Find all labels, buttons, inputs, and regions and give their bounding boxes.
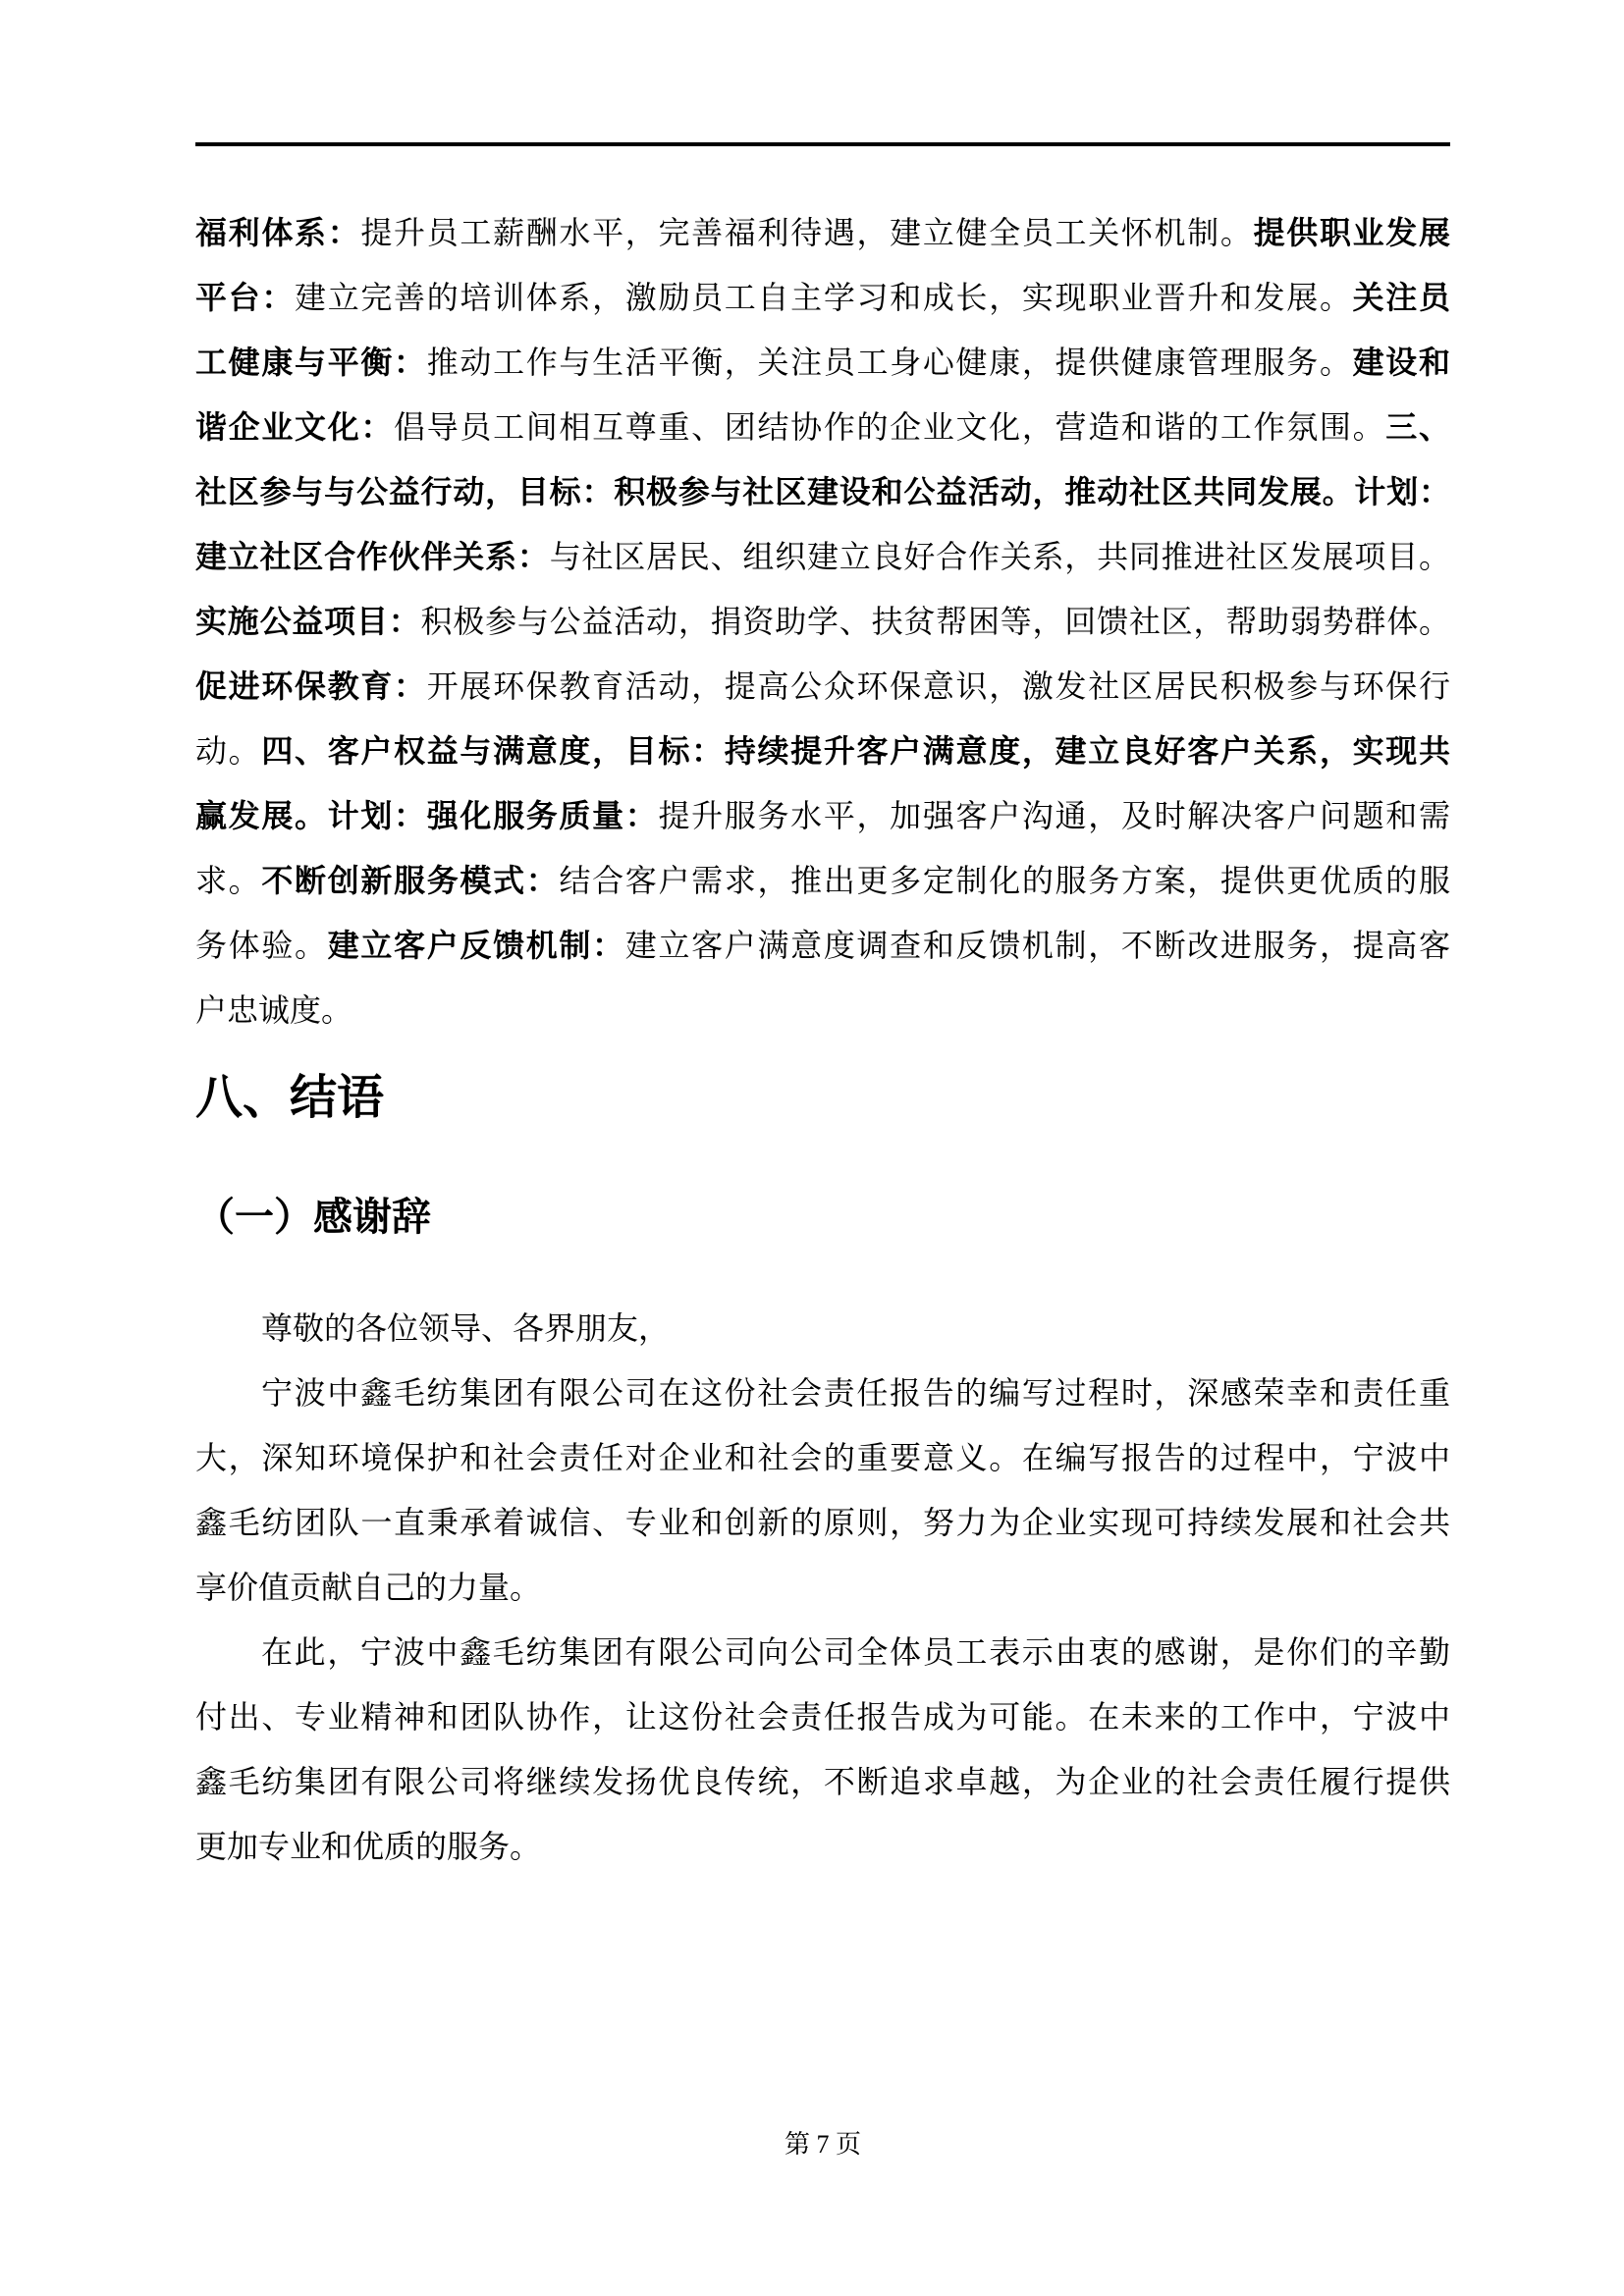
bold-text-segment: 三、 — [1385, 409, 1450, 445]
text-segment: 鑫毛纺团队一直秉承着诚信、专业和创新的原则，努力为企业实现可持续发展和社会共 — [195, 1505, 1450, 1540]
bold-text-segment: 福利体系： — [195, 215, 361, 250]
text-line — [195, 1296, 1450, 1361]
page-number: 第 7 页 — [784, 2130, 861, 2159]
text-segment: 积极参与公益活动，捐资助学、扶贫帮困等，回馈社区，帮助弱势群体。 — [420, 604, 1450, 639]
text-line — [195, 1684, 1450, 1749]
text-segment: 开展环保教育活动，提高公众环保意识，激发社区居民积极参与环保行 — [426, 668, 1450, 704]
text-segment: 结合客户需求，推出更多定制化的服务方案，提供更优质的服 — [559, 863, 1450, 898]
text-segment: 建立完善的培训体系，激励员工自主学习和成长，实现职业晋升和发展。 — [295, 280, 1353, 315]
text-line — [195, 719, 1450, 783]
text-segment: 更加专业和优质的服务。 — [195, 1829, 542, 1864]
page-content — [195, 0, 1450, 1879]
text-segment: 尊敬的各位领导、各界朋友， — [261, 1310, 671, 1346]
header-rule — [195, 142, 1450, 146]
text-segment: 在此，宁波中鑫毛纺集团有限公司向公司全体员工表示由衷的感谢，是你们的辛勤 — [261, 1634, 1450, 1670]
text-line — [195, 200, 1450, 265]
text-line — [195, 1490, 1450, 1555]
text-segment: 提升服务水平，加强客户沟通，及时解决客户问题和需 — [658, 798, 1450, 833]
text-segment: 鑫毛纺集团有限公司将继续发扬优良传统，不断追求卓越，为企业的社会责任履行提供 — [195, 1764, 1450, 1799]
text-line — [195, 589, 1450, 654]
bold-text-segment: 提供职业发展 — [1253, 215, 1450, 250]
bold-text-segment: 社区参与与公益行动，目标：积极参与社区建设和公益活动，推动社区共同发展。计划： — [195, 474, 1450, 509]
acknowledgment-paragraphs — [195, 1296, 1450, 1879]
text-line — [195, 1361, 1450, 1425]
bold-text-segment: 赢发展。计划：强化服务质量： — [195, 798, 659, 833]
text-line — [195, 783, 1450, 848]
text-line — [195, 913, 1450, 978]
text-segment: 户忠诚度。 — [195, 992, 353, 1028]
text-line — [195, 330, 1450, 395]
text-line — [195, 978, 1450, 1042]
text-line — [195, 265, 1450, 330]
bold-text-segment: 谐企业文化： — [195, 409, 395, 445]
section-heading: 八、结语 — [195, 1072, 385, 1124]
text-segment: 动。 — [195, 733, 262, 769]
text-line — [195, 1620, 1450, 1684]
page-footer — [195, 2130, 1450, 2160]
text-line — [195, 1814, 1450, 1879]
bold-text-segment: 建立社区合作伙伴关系： — [195, 539, 550, 574]
text-line — [195, 524, 1450, 589]
text-line — [195, 848, 1450, 913]
text-segment: 建立客户满意度调查和反馈机制，不断改进服务，提高客 — [624, 928, 1450, 963]
text-line — [195, 1425, 1450, 1490]
text-segment: 提升员工薪酬水平，完善福利待遇，建立健全员工关怀机制。 — [360, 215, 1254, 250]
text-segment: 求。 — [195, 863, 262, 898]
text-segment: 宁波中鑫毛纺集团有限公司在这份社会责任报告的编写过程时，深感荣幸和责任重 — [261, 1375, 1450, 1411]
text-line — [195, 395, 1450, 459]
text-segment: 大，深知环境保护和社会责任对企业和社会的重要意义。在编写报告的过程中，宁波中 — [195, 1440, 1450, 1475]
responsibility-plan-paragraph — [195, 200, 1450, 1042]
bold-text-segment: 实施公益项目： — [195, 604, 421, 639]
bold-text-segment: 四、客户权益与满意度，目标：持续提升客户满意度，建立良好客户关系，实现共 — [261, 733, 1450, 769]
bold-text-segment: 建立客户反馈机制： — [327, 928, 625, 963]
bold-text-segment: 关注员 — [1352, 280, 1450, 315]
bold-text-segment: 不断创新服务模式： — [261, 863, 560, 898]
text-segment: 务体验。 — [195, 928, 328, 963]
text-segment: 推动工作与生活平衡，关注员工身心健康，提供健康管理服务。 — [426, 345, 1353, 380]
bold-text-segment: 建设和 — [1352, 345, 1450, 380]
text-line — [195, 1555, 1450, 1620]
text-line — [195, 459, 1450, 524]
subsection-heading: （一）感谢辞 — [195, 1195, 431, 1239]
text-line — [195, 1749, 1450, 1814]
bold-text-segment: 促进环保教育： — [195, 668, 427, 704]
text-segment: 付出、专业精神和团队协作，让这份社会责任报告成为可能。在未来的工作中，宁波中 — [195, 1699, 1450, 1735]
text-segment: 与社区居民、组织建立良好合作关系，共同推进社区发展项目。 — [549, 539, 1450, 574]
bold-text-segment: 工健康与平衡： — [195, 345, 427, 380]
text-segment: 享价值贡献自己的力量。 — [195, 1570, 542, 1605]
text-segment: 倡导员工间相互尊重、团结协作的企业文化，营造和谐的工作氛围。 — [394, 409, 1386, 445]
text-line — [195, 654, 1450, 719]
bold-text-segment: 平台： — [195, 280, 296, 315]
